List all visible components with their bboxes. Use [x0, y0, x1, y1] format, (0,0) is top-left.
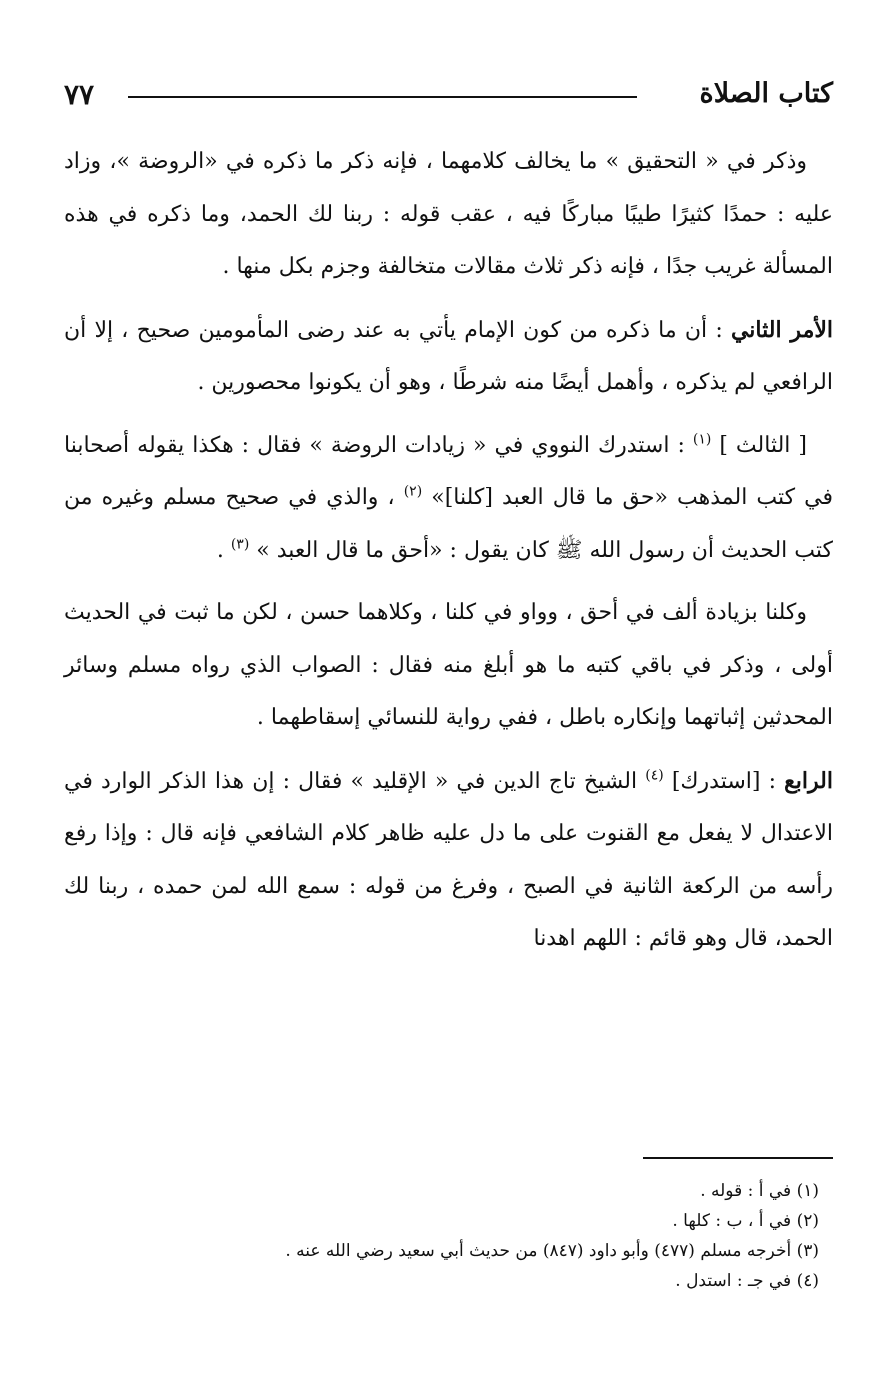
paragraph-2 — [64, 304, 833, 410]
paragraph-2-text: : أن ما ذكره من كون الإمام يأتي به عند رضى المأمومين صحيح ، إلا أن الرافعي لم يذكره ، وأهمل أيضًا منه شرطًا ، وهو أن يكونوا محصورين . — [64, 317, 833, 395]
paragraph-3 — [64, 420, 833, 578]
paragraph-3-text-c: . — [216, 537, 224, 563]
paragraph-3-text-a: : استدرك النووي في « زيادات الروضة » فقال : هكذا يقوله أصحابنا في كتب المذهب «حق ما قال العبد [كلنا]» — [64, 432, 834, 510]
header-rule — [128, 96, 637, 98]
footnote-2: (٢) في أ ، ب : كلها . — [672, 1211, 819, 1231]
footnote-ref-3[interactable]: (٣) — [230, 536, 250, 553]
footnotes — [64, 1176, 819, 1296]
section-heading-second: الأمر الثاني — [730, 316, 834, 343]
section-heading-fourth: الرابع — [784, 767, 833, 794]
paragraph-5 — [64, 755, 833, 966]
paragraph-5-text-b: الشيخ تاج الدين في « الإقليد » فقال : إن هذا الذكر الوارد في الاعتدال لا يفعل مع القنوت على ما دل عليه ظاهر كلام الشافعي فإنه قال : وإذا رفع رأسه من الركعة الثانية في الصبح ، وفرغ من قوله : سمع الله لمن حمده ، ربنا لك الحمد، قال وهو قائم : اللهم اهدنا — [64, 768, 833, 951]
running-header — [64, 78, 833, 124]
paragraph-4-text: وكلنا بزيادة ألف في أحق ، وواو في كلنا ، وكلاهما حسن ، لكن ما ثبت في الحديث أولى ، وذكر في باقي كتبه ما هو أبلغ منه فقال : الصواب الذي رواه مسلم وسائر المحدثين إثباتهما وإنكاره باطل ، ففي رواية للنسائي إسقاطهما . — [64, 600, 833, 730]
page-number: ٧٧ — [64, 78, 95, 111]
chapter-title: كتاب الصلاة — [699, 78, 833, 109]
footnote-ref-2[interactable]: (٢) — [403, 483, 423, 500]
main-text — [64, 136, 833, 976]
paragraph-1 — [64, 136, 833, 294]
paragraph-3-text-b: ، والذي في صحيح مسلم وغيره من كتب الحديث أن رسول الله ﷺ كان يقول : «أحق ما قال العبد » — [64, 485, 833, 563]
footnote-ref-1[interactable]: (١) — [692, 431, 712, 448]
footnote-4: (٤) في جـ : استدل . — [675, 1271, 819, 1291]
paragraph-4 — [64, 587, 833, 745]
paragraph-5-text-a: : [استدرك] — [671, 768, 776, 794]
footnote-separator — [643, 1157, 833, 1159]
footnote-ref-4[interactable]: (٤) — [645, 767, 664, 784]
section-heading-third: [ الثالث ] — [719, 432, 807, 458]
paragraph-1-text: وذكر في « التحقيق » ما يخالف كلامهما ، فإنه ذكر ما ذكره في «الروضة »، وزاد عليه : حمدًا كثيرًا طيبًا مباركًا فيه ، عقب قوله : ربنا لك الحمد، وما ذكره في هذه المسألة غريب جدًا ، فإنه ذكر ثلاث مقالات متخالفة وجزم بكل منها . — [64, 149, 833, 279]
footnote-1: (١) في أ : قوله . — [700, 1181, 819, 1201]
footnote-3: (٣) أخرجه مسلم (٤٧٧) وأبو داود (٨٤٧) من حديث أبي سعيد رضي الله عنه . — [285, 1241, 819, 1261]
